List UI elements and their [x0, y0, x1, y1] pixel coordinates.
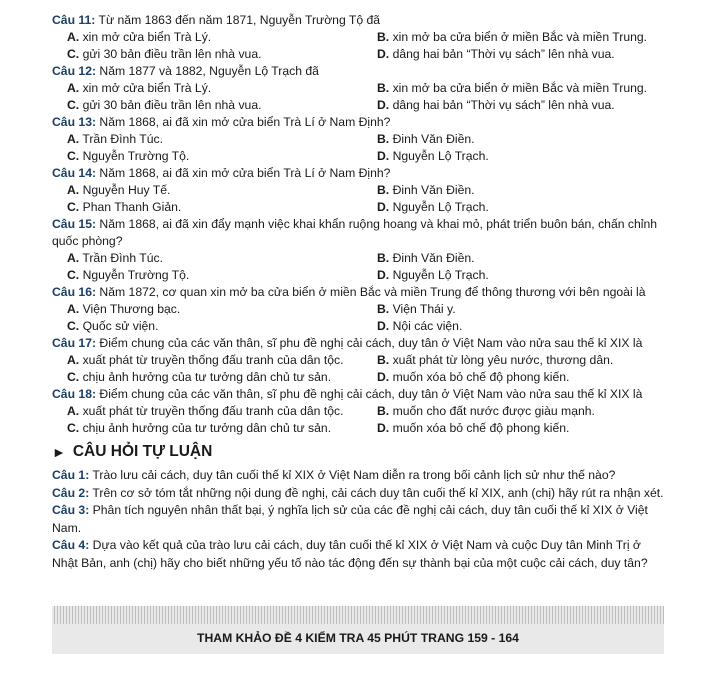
- question: [52, 12, 664, 29]
- answer-option: [67, 318, 377, 335]
- option-letter: C.: [67, 149, 80, 163]
- option-letter: B.: [377, 81, 390, 95]
- answer-option: [67, 131, 377, 148]
- question-number: Câu 17:: [52, 336, 97, 350]
- option-text: Nguyễn Lộ Trạch.: [392, 200, 489, 214]
- option-letter: A.: [67, 404, 80, 418]
- answer-options: [52, 301, 664, 335]
- option-text: Nguyễn Lộ Trạch.: [392, 268, 489, 282]
- essay-question-text: Phân tích nguyên nhân thất bại, ý nghĩa lịch sử của các đề nghị cải cách, duy tân cuối thế kỉ XIX ở Việt Nam.: [52, 503, 648, 535]
- option-text: chịu ảnh hưởng của tư tưởng dân chủ tư sản.: [82, 421, 332, 435]
- option-letter: B.: [377, 183, 390, 197]
- answer-option: [377, 352, 664, 369]
- option-letter: A.: [67, 132, 80, 146]
- question-number: Câu 18:: [52, 387, 97, 401]
- option-text: Trần Đình Túc.: [82, 132, 163, 146]
- section-heading: [52, 441, 664, 463]
- question: [52, 165, 664, 182]
- question-text: Năm 1868, ai đã xin đẩy mạnh việc khai khẩn ruộng hoang và khai mỏ, phát triển buôn bán, chấn chỉnh quốc phòng?: [52, 217, 658, 248]
- option-text: Nguyễn Huy Tế.: [82, 183, 171, 197]
- essay-question-text: Dựa vào kết quả của trào lưu cải cách, duy tân cuối thế kỉ XIX ở Việt Nam và cuộc Duy tân Minh Trị ở Nhật Bản, anh (chị) hãy cho biết những yếu tố nào tác động đến sự thành bại của một cuộc cải cách, duy tân?: [52, 538, 648, 570]
- essay-question-number: Câu 1:: [52, 468, 90, 482]
- option-text: Phan Thanh Giản.: [82, 200, 182, 214]
- option-text: gửi 30 bản điều trần lên nhà vua.: [82, 47, 262, 61]
- option-letter: D.: [377, 268, 390, 282]
- option-letter: C.: [67, 268, 80, 282]
- answer-option: [67, 148, 377, 165]
- question-text: Từ năm 1863 đến năm 1871, Nguyễn Trường Tộ đã: [95, 13, 381, 27]
- answer-options: [52, 131, 664, 165]
- answer-option: [377, 420, 664, 437]
- essay-question: [52, 537, 664, 572]
- option-letter: D.: [377, 421, 390, 435]
- option-letter: D.: [377, 47, 390, 61]
- question-text: Điểm chung của các văn thân, sĩ phu đề nghị cải cách, duy tân ở Việt Nam vào nửa sau thế kỉ XIX là: [96, 387, 643, 401]
- answer-option: [67, 97, 377, 114]
- answer-option: [377, 199, 664, 216]
- essay-question-number: Câu 3:: [52, 503, 90, 517]
- question-number: Câu 13:: [52, 115, 97, 129]
- answer-option: [377, 250, 664, 267]
- essay-question-number: Câu 2:: [52, 485, 90, 500]
- option-letter: A.: [67, 302, 80, 316]
- footer-stripes: [52, 606, 664, 624]
- answer-options: [52, 352, 664, 386]
- question-number: Câu 14:: [52, 166, 97, 180]
- option-text: Trần Đình Túc.: [82, 251, 163, 265]
- question-text: Điểm chung của các văn thân, sĩ phu đề nghị cải cách, duy tân ở Việt Nam vào nửa sau thế kỉ XIX là: [96, 336, 643, 350]
- option-text: muốn xóa bỏ chế độ phong kiến.: [392, 370, 570, 384]
- answer-option: [67, 182, 377, 199]
- option-letter: A.: [67, 353, 80, 367]
- option-text: Nguyễn Trường Tộ.: [82, 268, 190, 282]
- option-letter: A.: [67, 30, 80, 44]
- footer-text: THAM KHẢO ĐỀ 4 KIỂM TRA 45 PHÚT TRANG 159 - 164: [197, 631, 519, 645]
- option-letter: D.: [377, 370, 390, 384]
- option-letter: C.: [67, 421, 80, 435]
- answer-option: [67, 29, 377, 46]
- answer-option: [377, 148, 664, 165]
- option-text: Viện Thái y.: [392, 302, 456, 316]
- option-text: Đinh Văn Điền.: [392, 251, 475, 265]
- answer-options: [52, 80, 664, 114]
- option-letter: B.: [377, 302, 390, 316]
- answer-option: [377, 369, 664, 386]
- answer-option: [67, 403, 377, 420]
- essay-question: [52, 502, 664, 537]
- option-text: xuất phát từ truyền thống đấu tranh của dân tộc.: [82, 404, 344, 418]
- option-text: Nguyễn Lộ Trạch.: [392, 149, 489, 163]
- question: [52, 216, 664, 250]
- answer-option: [67, 352, 377, 369]
- option-letter: D.: [377, 200, 390, 214]
- option-letter: B.: [377, 251, 390, 265]
- option-text: Quốc sử viện.: [82, 319, 159, 333]
- answer-option: [377, 267, 664, 284]
- option-letter: D.: [377, 149, 390, 163]
- option-text: dâng hai bản “Thời vụ sách” lên nhà vua.: [392, 98, 615, 112]
- option-letter: A.: [67, 81, 80, 95]
- option-text: xin mở cửa biển Trà Lý.: [82, 81, 212, 95]
- option-text: Đinh Văn Điền.: [392, 132, 475, 146]
- answer-option: [67, 420, 377, 437]
- option-letter: A.: [67, 183, 80, 197]
- answer-option: [67, 369, 377, 386]
- option-text: chịu ảnh hưởng của tư tưởng dân chủ tư sản.: [82, 370, 332, 384]
- option-letter: B.: [377, 353, 390, 367]
- option-text: xin mở cửa biển Trà Lý.: [82, 30, 212, 44]
- answer-option: [377, 29, 664, 46]
- option-text: gửi 30 bản điều trần lên nhà vua.: [82, 98, 262, 112]
- answer-options: [52, 250, 664, 284]
- option-letter: D.: [377, 319, 390, 333]
- answer-option: [67, 267, 377, 284]
- option-letter: C.: [67, 200, 80, 214]
- answer-option: [67, 46, 377, 63]
- option-letter: D.: [377, 98, 390, 112]
- question-number: Câu 16:: [52, 285, 97, 299]
- option-text: dâng hai bản “Thời vụ sách” lên nhà vua.: [392, 47, 615, 61]
- question-number: Câu 11:: [52, 13, 96, 27]
- option-text: muốn xóa bỏ chế độ phong kiến.: [392, 421, 570, 435]
- document-page: [52, 12, 664, 572]
- footer-banner: [52, 606, 664, 654]
- option-letter: C.: [67, 319, 80, 333]
- option-text: muốn cho đất nước được giàu mạnh.: [392, 404, 595, 418]
- answer-option: [377, 318, 664, 335]
- option-text: xuất phát từ truyền thống đấu tranh của dân tộc.: [82, 353, 344, 367]
- question-number: Câu 12:: [52, 64, 97, 78]
- essay-question-text: Trên cơ sở tóm tắt những nội dung đề nghị, cải cách duy tân cuối thế kỉ XIX, anh (chị) hãy rút ra nhận xét.: [89, 485, 664, 500]
- option-letter: C.: [67, 98, 80, 112]
- option-text: Đinh Văn Điền.: [392, 183, 475, 197]
- question: [52, 284, 664, 301]
- essay-question-number: Câu 4:: [52, 538, 90, 552]
- option-text: Nguyễn Trường Tộ.: [82, 149, 190, 163]
- answer-option: [377, 97, 664, 114]
- option-text: xin mở ba cửa biển ở miền Bắc và miền Trung.: [392, 81, 648, 95]
- question-text: Năm 1877 và 1882, Nguyễn Lộ Trạch đã: [96, 64, 319, 78]
- answer-option: [377, 182, 664, 199]
- question: [52, 335, 664, 352]
- option-letter: A.: [67, 251, 80, 265]
- option-letter: C.: [67, 370, 80, 384]
- answer-option: [377, 301, 664, 318]
- option-text: xuất phát từ lòng yêu nước, thương dân.: [392, 353, 614, 367]
- question-text: Năm 1872, cơ quan xin mở ba cửa biển ở miền Bắc và miền Trung để thông thương với bên ngoài là: [96, 285, 646, 299]
- option-letter: B.: [377, 132, 390, 146]
- essay-question-text: Trào lưu cải cách, duy tân cuối thế kỉ XIX ở Việt Nam diễn ra trong bối cảnh lịch sử như thế nào?: [89, 468, 616, 482]
- question: [52, 114, 664, 131]
- triangle-marker-icon: ►: [52, 444, 66, 460]
- essay-question: [52, 485, 664, 503]
- option-letter: B.: [377, 30, 390, 44]
- answer-options: [52, 29, 664, 63]
- question: [52, 63, 664, 80]
- answer-option: [377, 403, 664, 420]
- answer-option: [377, 46, 664, 63]
- answer-option: [67, 80, 377, 97]
- answer-options: [52, 403, 664, 437]
- essay-section: [52, 467, 664, 572]
- answer-options: [52, 182, 664, 216]
- option-text: Nội các viện.: [392, 319, 463, 333]
- question-text: Năm 1868, ai đã xin mở cửa biển Trà Lí ở Nam Định?: [96, 115, 391, 129]
- section-title: CÂU HỎI TỰ LUẬN: [72, 443, 213, 460]
- option-letter: C.: [67, 47, 80, 61]
- answer-option: [67, 301, 377, 318]
- option-text: xin mở ba cửa biển ở miền Bắc và miền Trung.: [392, 30, 648, 44]
- essay-question: [52, 467, 664, 485]
- answer-option: [67, 199, 377, 216]
- answer-option: [67, 250, 377, 267]
- question-number: Câu 15:: [52, 217, 97, 231]
- answer-option: [377, 131, 664, 148]
- question-text: Năm 1868, ai đã xin mở cửa biển Trà Lí ở Nam Định?: [96, 166, 391, 180]
- option-letter: B.: [377, 404, 390, 418]
- question: [52, 386, 664, 403]
- multiple-choice-section: [52, 12, 664, 437]
- option-text: Viện Thương bạc.: [82, 302, 181, 316]
- answer-option: [377, 80, 664, 97]
